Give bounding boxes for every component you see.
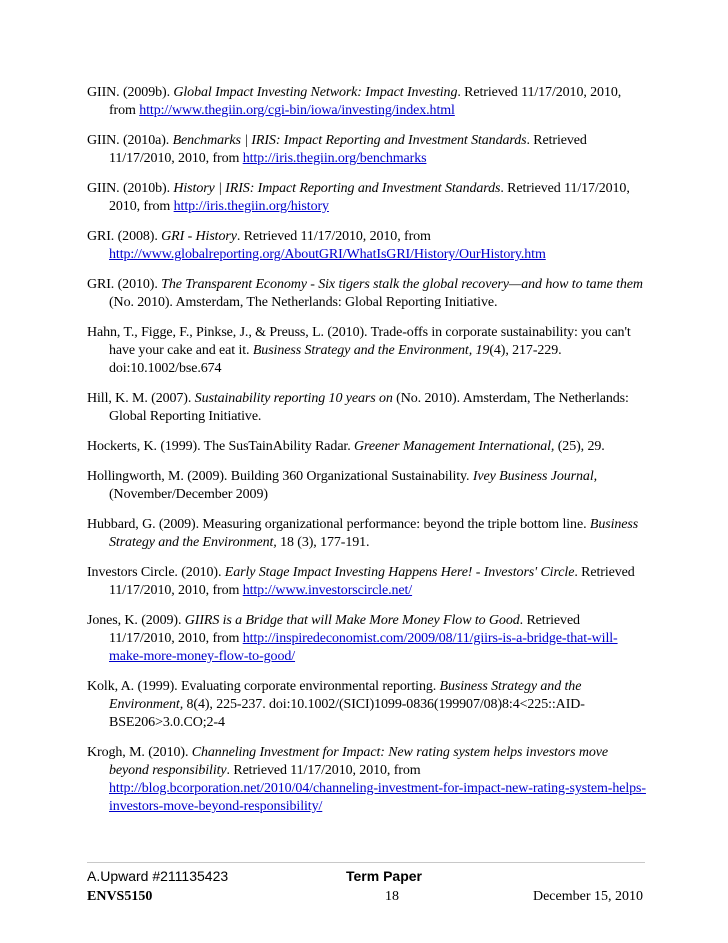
reference-link[interactable]: http://blog.bcorporation.net/2010/04/channeling-investment-for-impact-new-rating-system-helps-investors-move-beyond-responsibility/: [109, 781, 646, 814]
reference-italic-title: Channeling Investment for Impact: New rating system helps investors move beyond responsibility: [109, 745, 608, 778]
reference-italic-title: Business Strategy and the Environment, 19: [252, 343, 490, 358]
reference-italic-title: Sustainability reporting 10 years on: [194, 391, 393, 406]
reference-entry: [87, 468, 647, 504]
reference-link[interactable]: http://www.investorscircle.net/: [242, 583, 413, 598]
reference-italic-title: Business Strategy and the Environment,: [109, 517, 639, 550]
reference-text: . Retrieved 11/17/2010, 2010, from: [109, 133, 587, 166]
reference-link[interactable]: http://iris.thegiin.org/benchmarks: [242, 151, 427, 166]
reference-entry: [87, 516, 647, 552]
reference-text: (No. 2010). Amsterdam, The Netherlands: Global Reporting Initiative.: [109, 295, 498, 310]
footer-title: Term Paper: [346, 868, 422, 884]
reference-text: 18 (3), 177-191.: [276, 535, 370, 550]
reference-text: Hubbard, G. (2009). Measuring organizational performance: beyond the triple bottom line.: [87, 517, 590, 532]
reference-text: Kolk, A. (1999). Evaluating corporate environmental reporting.: [87, 679, 440, 694]
reference-text: (No. 2010). Amsterdam, The Netherlands: Global Reporting Initiative.: [109, 391, 629, 424]
reference-link[interactable]: http://www.globalreporting.org/AboutGRI/WhatIsGRI/History/OurHistory.htm: [109, 247, 546, 262]
reference-text: GIIN. (2010a).: [87, 133, 173, 148]
reference-text: GIIN. (2010b).: [87, 181, 174, 196]
footer-date: December 15, 2010: [532, 889, 643, 904]
reference-italic-title: Ivey Business Journal,: [472, 469, 598, 484]
reference-entry: [87, 276, 647, 312]
reference-italic-title: GRI - History: [161, 229, 237, 244]
reference-italic-title: Benchmarks | IRIS: Impact Reporting and Investment Standards: [172, 133, 527, 148]
reference-entry: [87, 84, 647, 120]
reference-italic-title: History | IRIS: Impact Reporting and Investment Standards: [173, 181, 501, 196]
reference-text: Investors Circle. (2010).: [87, 565, 225, 580]
reference-italic-title: Greener Management International,: [354, 439, 555, 454]
reference-entry: [87, 438, 647, 456]
reference-text: . Retrieved 11/17/2010, 2010, from: [226, 763, 421, 778]
reference-text: . Retrieved 11/17/2010, 2010, from: [109, 181, 630, 214]
reference-entry: [87, 228, 647, 264]
reference-italic-title: The Transparent Economy - Six tigers stalk the global recovery—and how to tame them: [161, 277, 643, 292]
reference-text: Hollingworth, M. (2009). Building 360 Organizational Sustainability.: [87, 469, 473, 484]
reference-list: [87, 84, 647, 828]
footer-course: ENVS5150: [87, 889, 153, 904]
reference-entry: [87, 132, 647, 168]
reference-text: Jones, K. (2009).: [87, 613, 185, 628]
reference-entry: [87, 744, 647, 816]
reference-entry: [87, 564, 647, 600]
reference-italic-title: Business Strategy and the Environment,: [109, 679, 582, 712]
reference-text: Krogh, M. (2010).: [87, 745, 192, 760]
reference-link[interactable]: http://www.thegiin.org/cgi-bin/iowa/investing/index.html: [139, 103, 455, 118]
reference-text: (November/December 2009): [109, 487, 268, 502]
page-footer: [87, 868, 645, 918]
reference-text: (4), 217-229. doi:10.1002/bse.674: [109, 343, 562, 376]
reference-text: . Retrieved 11/17/2010, 2010, from: [109, 565, 635, 598]
reference-entry: [87, 612, 647, 666]
reference-italic-title: GIIRS is a Bridge that will Make More Money Flow to Good: [184, 613, 520, 628]
reference-text: Hockerts, K. (1999). The SusTainAbility Radar.: [87, 439, 355, 454]
reference-entry: [87, 678, 647, 732]
reference-text: 8(4), 225-237. doi:10.1002/(SICI)1099-0836(199907/08)8:4<225::AID-BSE206>3.0.CO;2-4: [109, 697, 585, 730]
reference-text: Hill, K. M. (2007).: [87, 391, 195, 406]
reference-text: Hahn, T., Figge, F., Pinkse, J., & Preuss, L. (2010). Trade-offs in corporate sustainability: you can't have your cake and eat it.: [87, 325, 631, 358]
reference-text: . Retrieved 11/17/2010, 2010, from: [236, 229, 431, 244]
reference-text: . Retrieved 11/17/2010, 2010, from: [109, 613, 580, 646]
reference-link[interactable]: http://inspiredeconomist.com/2009/08/11/giirs-is-a-bridge-that-will-make-more-money-flow-to-good/: [109, 631, 618, 664]
reference-entry: [87, 180, 647, 216]
reference-link[interactable]: http://iris.thegiin.org/history: [173, 199, 329, 214]
footer-divider: [87, 862, 645, 863]
reference-italic-title: Global Impact Investing Network: Impact Investing: [173, 85, 458, 100]
reference-text: GRI. (2008).: [87, 229, 162, 244]
reference-entry: [87, 390, 647, 426]
reference-italic-title: Early Stage Impact Investing Happens Here! - Investors' Circle: [224, 565, 575, 580]
reference-text: . Retrieved 11/17/2010, 2010, from: [109, 85, 622, 118]
reference-text: GIIN. (2009b).: [87, 85, 174, 100]
page-number: 18: [385, 889, 399, 904]
footer-author: A.Upward #211135423: [87, 868, 229, 884]
reference-entry: [87, 324, 647, 378]
reference-text: (25), 29.: [554, 439, 605, 454]
reference-text: GRI. (2010).: [87, 277, 162, 292]
